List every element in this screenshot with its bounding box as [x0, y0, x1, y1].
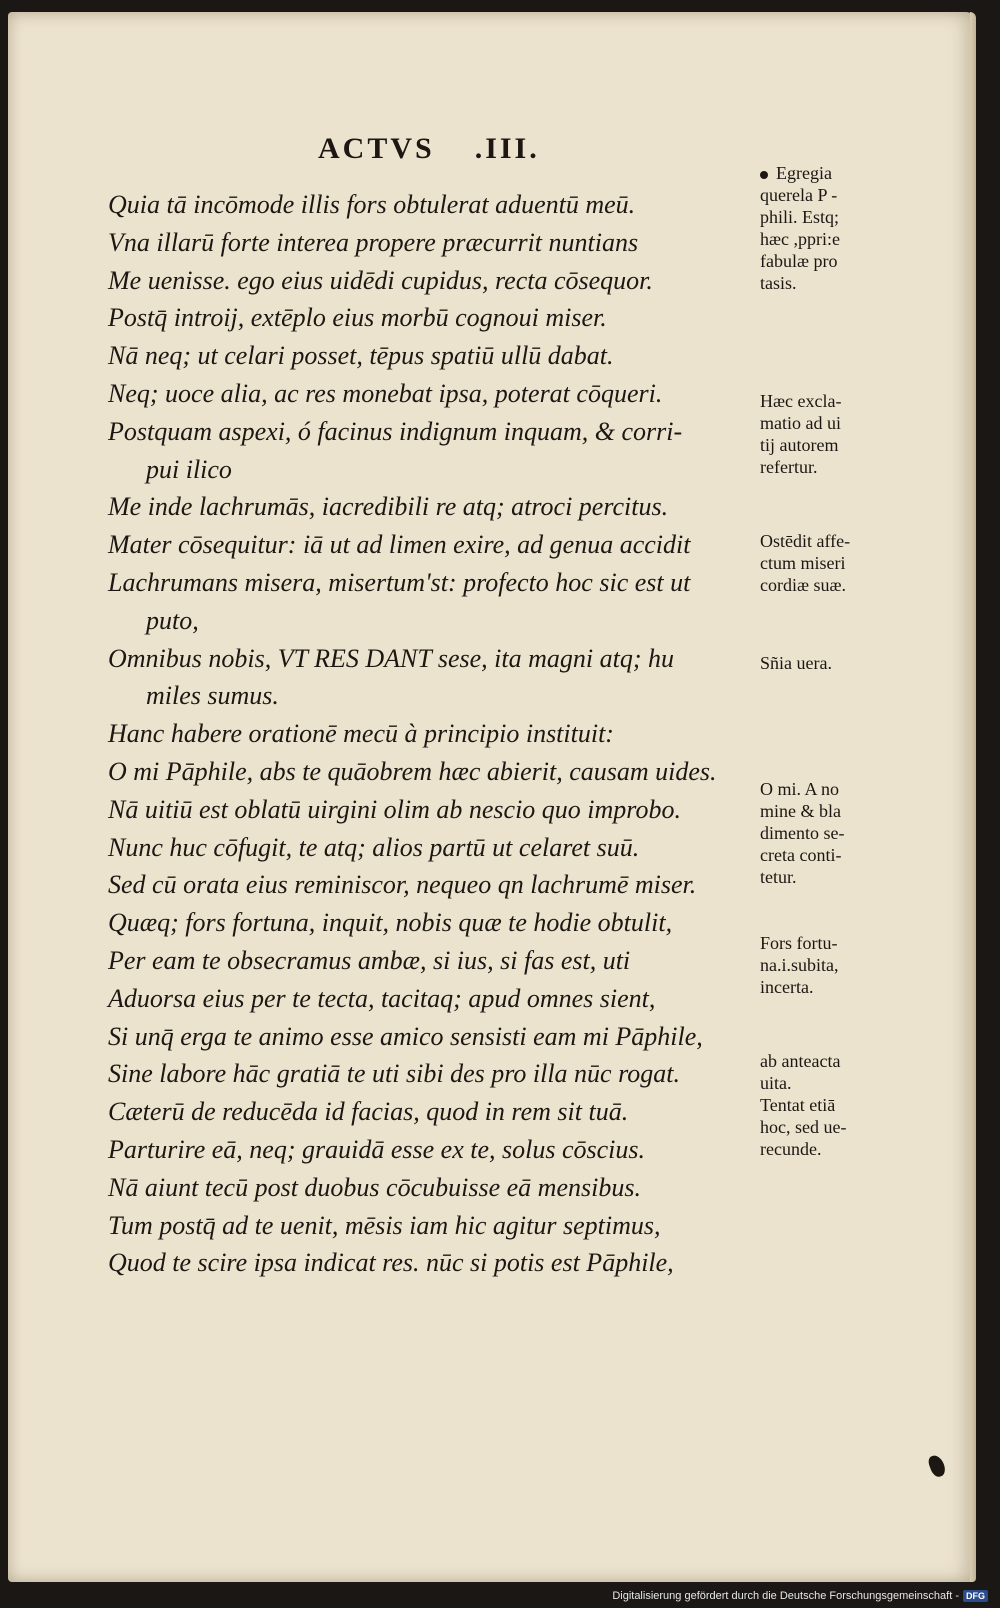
note-line: phili. Estq; [760, 207, 840, 227]
act-number: .III. [474, 132, 540, 165]
note-line: hoc, sed ue- [760, 1117, 847, 1137]
text-line: Nā aiunt tecū post duobus cōcubuisse eā mensibus. [108, 1172, 641, 1202]
text-line: Nā uitiū est oblatū uirgini olim ab nescio quo improbo. [108, 794, 681, 824]
text-line: Tum postq̄ ad te uenit, mēsis iam hic agitur septimus, [108, 1210, 661, 1240]
text-line: Postq̄ introij, extēplo eius morbū cognoui miser. [108, 303, 607, 333]
text-line: Vna illarū forte interea propere præcurrit nuntians [108, 227, 639, 257]
text-line: Me uenisse. ego eius uidēdi cupidus, recta cōsequor. [108, 265, 653, 295]
margin-note [760, 652, 895, 674]
text-line: Sine labore hāc gratiā te uti sibi des pro illa nūc rogat. [108, 1059, 680, 1089]
page-header [318, 132, 540, 166]
text-line: Omnibus nobis, VT RES DANT sese, ita magni atq; hu [108, 643, 675, 673]
note-line: cordiæ suæ. [760, 575, 847, 595]
text-line: Quod te scire ipsa indicat res. nūc si potis est Pāphile, [108, 1248, 674, 1278]
text-line-continuation: pui ilico [146, 454, 232, 484]
text-line: Parturire eā, neq; grauidā esse ex te, solus cōscius. [108, 1134, 645, 1164]
note-line: incerta. [760, 977, 814, 997]
note-line: Hæc excla- [760, 391, 842, 411]
note-line: hæc ,ppri:e [760, 229, 840, 249]
note-line: dimento se- [760, 823, 845, 843]
note-line: tij autorem [760, 435, 839, 455]
text-line: Me inde lachrumās, iacredibili re atq; atroci percitus. [108, 492, 669, 522]
note-line: uita. [760, 1073, 792, 1093]
text-line: Neq; uoce alia, ac res monebat ipsa, poterat cōqueri. [108, 378, 663, 408]
note-line: Sñia uera. [760, 653, 832, 673]
note-line: tetur. [760, 867, 797, 887]
note-line: ctum miseri [760, 553, 846, 573]
text-line: Cæterū de reducēda id facias, quod in rem sit tuā. [108, 1097, 629, 1127]
text-line: Postquam aspexi, ó facinus indignum inquam, & corri- [108, 416, 683, 446]
text-line: Nunc huc cōfugit, te atq; alios partū ut celaret suū. [108, 832, 640, 862]
text-line: Hanc habere orationē mecū à principio instituit: [108, 719, 614, 749]
note-line: fabulæ pro [760, 251, 838, 271]
text-line-continuation: miles sumus. [146, 681, 279, 711]
note-line: matio ad ui [760, 413, 841, 433]
dfg-logo: DFG [963, 1590, 988, 1602]
text-line-continuation: puto, [146, 605, 199, 635]
note-line: recunde. [760, 1139, 822, 1159]
text-line: Si unq̄ erga te animo esse amico sensisti eam mi Pāphile, [108, 1021, 703, 1051]
text-line: O mi Pāphile, abs te quāobrem hæc abierit, causam uides. [108, 756, 717, 786]
text-line: Quia tā incōmode illis fors obtulerat aduentū meū. [108, 190, 636, 219]
margin-note [760, 778, 895, 888]
note-line: mine & bla [760, 801, 841, 821]
note-line: O mi. A no [760, 779, 840, 799]
text-line: Quæq; fors fortuna, inquit, nobis quæ te hodie obtulit, [108, 908, 673, 938]
text-line: Aduorsa eius per te tecta, tacitaq; apud omnes sient, [108, 983, 656, 1013]
note-line: ab anteacta [760, 1051, 841, 1071]
note-line: refertur. [760, 457, 818, 477]
margin-note [760, 530, 895, 596]
note-line: Egregia [776, 163, 832, 183]
act-label: ACTVS [318, 132, 435, 165]
note-line: Ostēdit affe- [760, 531, 851, 551]
text-line: Per eam te obsecramus ambæ, si ius, si fas est, uti [108, 945, 631, 975]
footer [612, 1586, 988, 1606]
note-line: tasis. [760, 273, 797, 293]
text-line: Lachrumans misera, misertum'st: profecto hoc sic est ut [108, 567, 691, 597]
footer-text: Digitalisierung gefördert durch die Deutsche Forschungsgemeinschaft - [612, 1590, 959, 1602]
margin-note [760, 1050, 895, 1160]
text-line: Mater cōsequitur: iā ut ad limen exire, ad genua accidit [108, 530, 691, 560]
note-line: creta conti- [760, 845, 842, 865]
main-text [108, 186, 768, 1282]
text-line: Nā neq; ut celari posset, tēpus spatiū ullū dabat. [108, 341, 614, 371]
note-line: Fors fortu- [760, 933, 838, 953]
note-line: na.i.subita, [760, 955, 839, 975]
margin-note [760, 932, 895, 998]
margin-note [760, 390, 895, 478]
page-edge [970, 12, 976, 1582]
margin-note [760, 162, 895, 294]
text-line: Sed cū orata eius reminiscor, nequeo qn lachrumē miser. [108, 870, 697, 900]
note-line: Tentat etiā [760, 1095, 836, 1115]
note-line: querela P - [760, 185, 838, 205]
book-page [8, 12, 976, 1582]
bullet-icon [760, 171, 768, 179]
